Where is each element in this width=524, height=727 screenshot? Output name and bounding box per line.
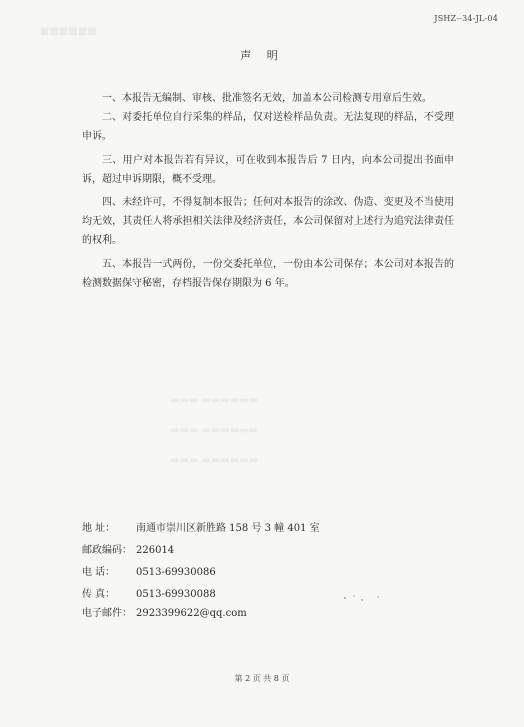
email-label: 电子邮件： (82, 608, 132, 619)
statement-paragraph-3: 三、用户对本报告若有异议，可在收到本报告后 7 日内，向本公司提出书面申诉，超过申诉期限，概不受理。 (82, 155, 454, 185)
fax-line (82, 588, 216, 601)
fax-value: 0513-69930088 (136, 589, 216, 600)
bleed-through-mark: ■■■■■■ (40, 26, 97, 37)
page-title: 声 明 (240, 49, 284, 62)
bleed-through-mark: ▬▬▬ ▬▬▬▬▬▬ (170, 455, 259, 466)
paper-specks (340, 592, 400, 604)
email-line (82, 607, 247, 620)
address-label: 地 址： (82, 523, 116, 534)
email-value: 2923399622@qq.com (136, 608, 247, 619)
statement-paragraph-5: 五、本报告一式两份，一份交委托单位，一份由本公司保存；本公司对本报告的检测数据保守秘密，存档报告保存期限为 6 年。 (82, 259, 454, 289)
postcode-line (82, 544, 174, 557)
address-value: 南通市崇川区新胜路 158 号 3 幢 401 室 (136, 523, 320, 534)
fax-label: 传 真： (82, 589, 116, 600)
address-line (82, 522, 320, 535)
statement-paragraph-4: 四、未经许可，不得复制本报告；任何对本报告的涂改、伪造、变更及不当使用均无效，其责任人将承担相关法律及经济责任，本公司保留对上述行为追究法律责任的权利。 (82, 197, 454, 246)
page-footer: 第 2 页 共 8 页 (234, 674, 290, 683)
phone-line (82, 566, 216, 579)
statement-paragraph-1: 一、本报告无编制、审核、批准签名无效，加盖本公司检测专用章后生效。 (102, 93, 432, 104)
phone-value: 0513-69930086 (136, 567, 216, 578)
document-number: JSHZ--34-JL-04 (434, 14, 498, 23)
bleed-through-mark: ▬▬▬ ▬▬▬▬▬▬ (170, 425, 259, 436)
phone-label: 电 话： (82, 567, 116, 578)
postcode-value: 226014 (136, 545, 175, 556)
statement-paragraph-2: 二、对委托单位自行采集的样品，仅对送检样品负责。无法复现的样品，不受理申诉。 (82, 112, 454, 142)
bleed-through-mark: ▬▬▬ ▬▬▬▬▬▬ (170, 395, 259, 406)
postcode-label: 邮政编码： (82, 545, 132, 556)
